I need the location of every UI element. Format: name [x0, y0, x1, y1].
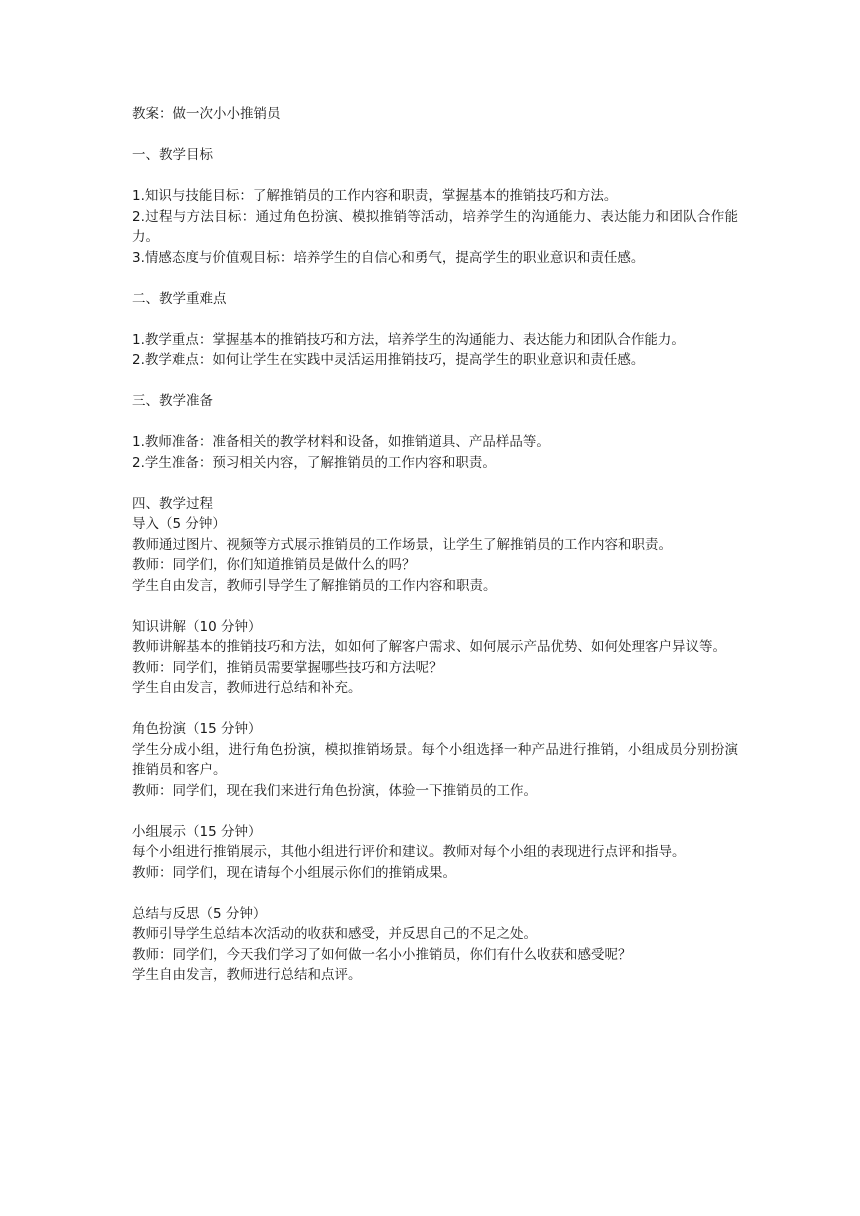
step-title-summary: 总结与反思（5 分钟） [132, 905, 267, 922]
step-title-group-show: 小组展示（15 分钟） [132, 823, 262, 840]
spacer [132, 412, 738, 433]
document-body [132, 104, 738, 986]
step-line: 教师讲解基本的推销技巧和方法，如如何了解客户需求、如何展示产品优势、如何处理客户异议等。 [132, 639, 726, 655]
preparation-item: 1.教师准备：准备相关的教学材料和设备，如推销道具、产品样品等。 [132, 434, 550, 450]
step-line: 教师引导学生总结本次活动的收获和感受，并反思自己的不足之处。 [132, 926, 537, 942]
spacer [132, 473, 738, 494]
step-line: 学生自由发言，教师引导学生了解推销员的工作内容和职责。 [132, 577, 497, 594]
key-point-item: 2.教学难点：如何让学生在实践中灵活运用推销技巧，提高学生的职业意识和责任感。 [132, 352, 645, 368]
step-line: 学生自由发言，教师进行总结和点评。 [132, 967, 362, 983]
step-line: 教师：同学们，你们知道推销员是做什么的吗？ [132, 557, 416, 573]
step-title-intro: 导入（5 分钟） [132, 516, 226, 532]
step-title-role-play: 角色扮演（15 分钟） [132, 721, 262, 737]
document-title: 教案：做一次小小推销员 [132, 106, 281, 122]
spacer [132, 801, 738, 822]
step-line: 学生自由发言，教师进行总结和补充。 [132, 680, 362, 696]
spacer [132, 883, 738, 904]
spacer [132, 371, 738, 392]
objective-item: 2.过程与方法目标：通过角色扮演、模拟推销等活动，培养学生的沟通能力、表达能力和团队合作能力。 [132, 208, 738, 245]
objective-item: 1.知识与技能目标：了解推销员的工作内容和职责，掌握基本的推销技巧和方法。 [132, 188, 618, 204]
spacer [132, 699, 738, 720]
spacer [132, 268, 738, 289]
section-heading-preparation: 三、教学准备 [132, 393, 213, 409]
spacer [132, 596, 738, 617]
step-line: 教师：同学们，推销员需要掌握哪些技巧和方法呢？ [132, 659, 443, 676]
step-line: 教师通过图片、视频等方式展示推销员的工作场景，让学生了解推销员的工作内容和职责。 [132, 536, 672, 553]
section-heading-objectives: 一、教学目标 [132, 147, 213, 163]
step-line: 学生分成小组，进行角色扮演，模拟推销场景。每个小组选择一种产品进行推销，小组成员分别扮演推销员和客户。 [132, 741, 738, 778]
key-point-item: 1.教学重点：掌握基本的推销技巧和方法，培养学生的沟通能力、表达能力和团队合作能力。 [132, 331, 685, 348]
spacer [132, 166, 738, 187]
preparation-item: 2.学生准备：预习相关内容，了解推销员的工作内容和职责。 [132, 454, 496, 471]
objective-item: 3.情感态度与价值观目标：培养学生的自信心和勇气，提高学生的职业意识和责任感。 [132, 249, 645, 266]
step-line: 教师：同学们，今天我们学习了如何做一名小小推销员，你们有什么收获和感受呢？ [132, 946, 632, 963]
step-line: 每个小组进行推销展示，其他小组进行评价和建议。教师对每个小组的表现进行点评和指导。 [132, 844, 686, 860]
step-line: 教师：同学们，现在请每个小组展示你们的推销成果。 [132, 864, 456, 881]
step-line: 教师：同学们，现在我们来进行角色扮演，体验一下推销员的工作。 [132, 782, 537, 799]
section-heading-key-points: 二、教学重难点 [132, 290, 227, 307]
spacer [132, 125, 738, 146]
spacer [132, 309, 738, 330]
step-title-lecture: 知识讲解（10 分钟） [132, 618, 262, 635]
section-heading-process: 四、教学过程 [132, 495, 213, 512]
